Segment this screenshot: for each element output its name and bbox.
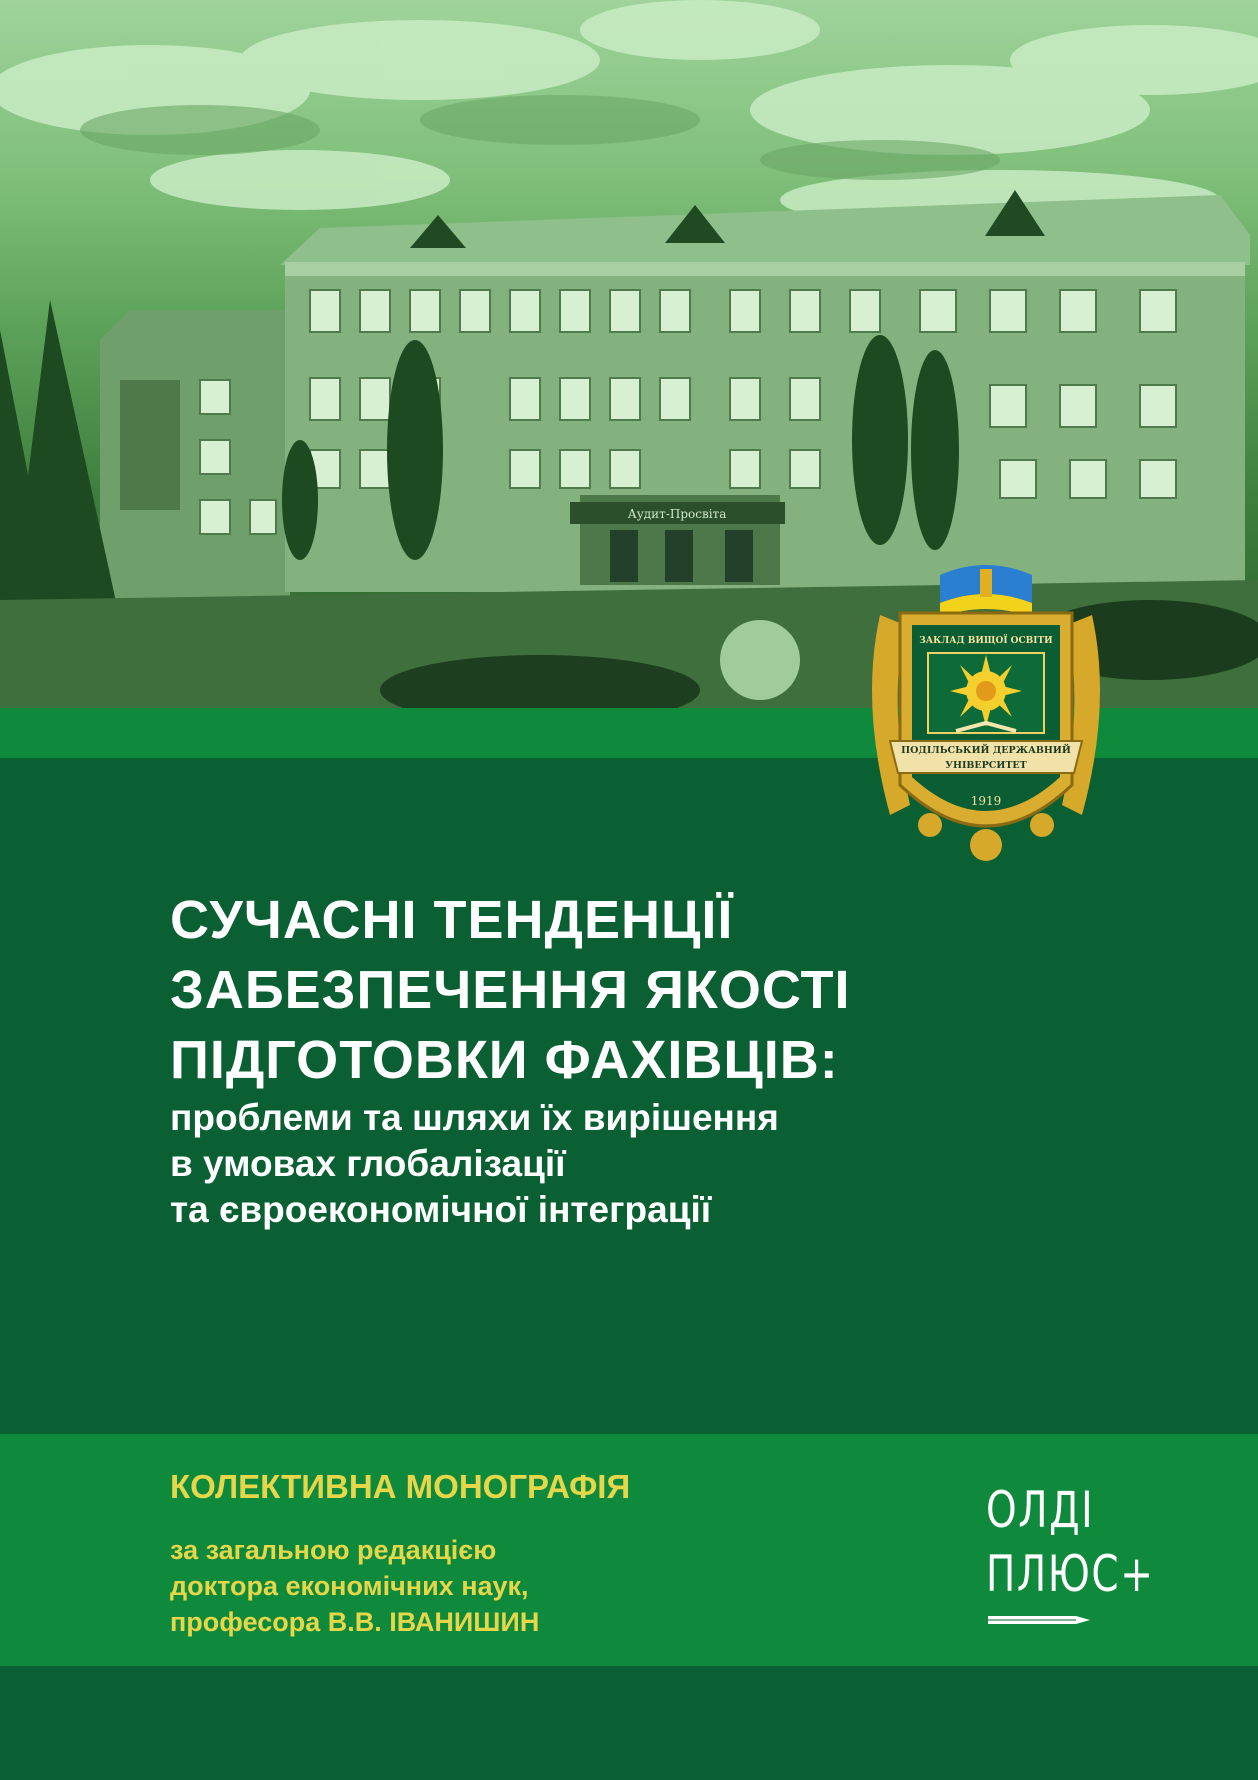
- subtitle-line-3: та євроекономічної інтеграції: [170, 1189, 712, 1230]
- editor-line-1: за загальною редакцією: [170, 1535, 497, 1565]
- title-line-1: СУЧАСНІ ТЕНДЕНЦІЇ: [170, 890, 734, 950]
- editor-line-3: професора В.В. ІВАНИШИН: [170, 1607, 540, 1637]
- bush: [720, 620, 800, 700]
- publisher-line-1: ОЛДІ: [986, 1481, 1095, 1539]
- title-line-3: ПІДГОТОВКИ ФАХІВЦІВ:: [170, 1030, 839, 1090]
- wall-mosaic: [120, 380, 180, 510]
- university-crest: [860, 555, 1112, 875]
- crest-top-text: ЗАКЛАД ВИЩОЇ ОСВІТИ: [919, 636, 1053, 646]
- monograph-label: КОЛЕКТИВНА МОНОГРАФІЯ: [170, 1468, 631, 1505]
- crest-ribbon-text: ПОДІЛЬСЬКИЙ ДЕРЖАВНИЙ УНІВЕРСИТЕТ: [901, 745, 1071, 771]
- crest-emblem: [860, 555, 1112, 875]
- subtitle-line-2: в умовах глобалізації: [170, 1143, 566, 1184]
- publisher-logo: [986, 1478, 1155, 1634]
- publisher-line-2: ПЛЮС+: [986, 1545, 1155, 1603]
- footer-band: [0, 1666, 1258, 1780]
- editor-line-2: доктора економічних наук,: [170, 1571, 529, 1601]
- cover-title: [170, 885, 1070, 1233]
- pencil-icon: [986, 1612, 1096, 1628]
- subtitle-line-1: проблеми та шляхи їх вирішення: [170, 1097, 779, 1138]
- trident-icon: [980, 569, 992, 597]
- crest-year: 1919: [970, 794, 1002, 808]
- entrance-sign: Аудит-Просвіта: [627, 507, 727, 521]
- title-line-2: ЗАБЕЗПЕЧЕННЯ ЯКОСТІ: [170, 960, 851, 1020]
- editor-credit: [170, 1532, 539, 1640]
